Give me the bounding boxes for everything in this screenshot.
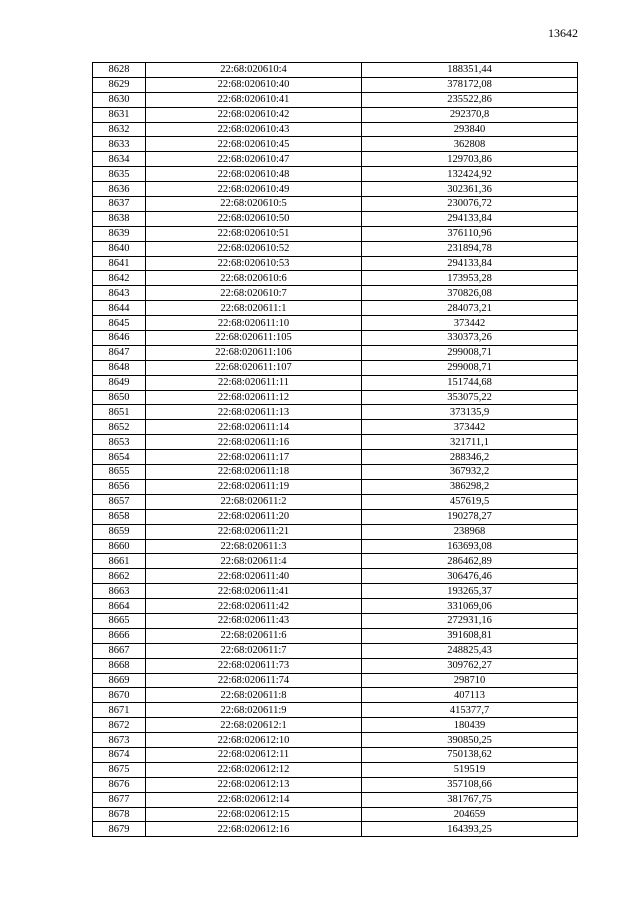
table-row (93, 107, 578, 122)
value-cell: 188351,44 (362, 63, 578, 78)
row-number-cell: 8655 (93, 465, 146, 480)
cadastral-number-cell: 22:68:020612:1 (146, 718, 362, 733)
cadastral-number-cell: 22:68:020611:106 (146, 345, 362, 360)
cadastral-number-cell: 22:68:020611:16 (146, 435, 362, 450)
cadastral-number-cell: 22:68:020611:11 (146, 375, 362, 390)
value-cell: 299008,71 (362, 345, 578, 360)
table-row (93, 286, 578, 301)
table-row (93, 658, 578, 673)
cadastral-number-cell: 22:68:020611:8 (146, 688, 362, 703)
cadastral-number-cell: 22:68:020611:20 (146, 509, 362, 524)
cadastral-number-cell: 22:68:020611:105 (146, 331, 362, 346)
row-number-cell: 8658 (93, 509, 146, 524)
row-number-cell: 8669 (93, 673, 146, 688)
row-number-cell: 8638 (93, 211, 146, 226)
row-number-cell: 8634 (93, 152, 146, 167)
cadastral-number-cell: 22:68:020611:74 (146, 673, 362, 688)
value-cell: 386298,2 (362, 479, 578, 494)
row-number-cell: 8667 (93, 643, 146, 658)
cadastral-number-cell: 22:68:020611:18 (146, 465, 362, 480)
row-number-cell: 8639 (93, 226, 146, 241)
cadastral-number-cell: 22:68:020610:50 (146, 211, 362, 226)
table-row (93, 613, 578, 628)
cadastral-number-cell: 22:68:020610:51 (146, 226, 362, 241)
row-number-cell: 8668 (93, 658, 146, 673)
table-row (93, 390, 578, 405)
value-cell: 367932,2 (362, 465, 578, 480)
row-number-cell: 8670 (93, 688, 146, 703)
table-row (93, 271, 578, 286)
row-number-cell: 8645 (93, 316, 146, 331)
row-number-cell: 8651 (93, 405, 146, 420)
value-cell: 230076,72 (362, 197, 578, 212)
cadastral-number-cell: 22:68:020611:1 (146, 301, 362, 316)
value-cell: 163693,08 (362, 539, 578, 554)
cadastral-number-cell: 22:68:020611:21 (146, 524, 362, 539)
table-row (93, 777, 578, 792)
page-number: 13642 (548, 26, 578, 40)
row-number-cell: 8635 (93, 167, 146, 182)
table-row (93, 643, 578, 658)
table-row (93, 539, 578, 554)
value-cell: 519519 (362, 762, 578, 777)
row-number-cell: 8643 (93, 286, 146, 301)
cadastral-number-cell: 22:68:020610:49 (146, 182, 362, 197)
row-number-cell: 8663 (93, 584, 146, 599)
row-number-cell: 8628 (93, 63, 146, 78)
table-row (93, 182, 578, 197)
table-row (93, 747, 578, 762)
row-number-cell: 8630 (93, 92, 146, 107)
cadastral-number-cell: 22:68:020610:43 (146, 122, 362, 137)
table-row (93, 465, 578, 480)
value-cell: 151744,68 (362, 375, 578, 390)
row-number-cell: 8662 (93, 569, 146, 584)
row-number-cell: 8661 (93, 554, 146, 569)
table-row (93, 435, 578, 450)
row-number-cell: 8653 (93, 435, 146, 450)
value-cell: 373135,9 (362, 405, 578, 420)
table-row (93, 584, 578, 599)
table-row (93, 509, 578, 524)
value-cell: 321711,1 (362, 435, 578, 450)
table-row (93, 599, 578, 614)
table-row (93, 524, 578, 539)
table-row (93, 420, 578, 435)
cadastral-number-cell: 22:68:020611:7 (146, 643, 362, 658)
table-row (93, 703, 578, 718)
value-cell: 294133,84 (362, 256, 578, 271)
row-number-cell: 8648 (93, 360, 146, 375)
cadastral-number-cell: 22:68:020610:41 (146, 92, 362, 107)
value-cell: 415377,7 (362, 703, 578, 718)
cadastral-number-cell: 22:68:020611:3 (146, 539, 362, 554)
value-cell: 173953,28 (362, 271, 578, 286)
table-row (93, 256, 578, 271)
table-row (93, 375, 578, 390)
table-row (93, 450, 578, 465)
table-row (93, 494, 578, 509)
cadastral-number-cell: 22:68:020611:19 (146, 479, 362, 494)
value-cell: 353075,22 (362, 390, 578, 405)
cadastral-number-cell: 22:68:020610:45 (146, 137, 362, 152)
cadastral-number-cell: 22:68:020611:13 (146, 405, 362, 420)
row-number-cell: 8650 (93, 390, 146, 405)
table-row (93, 137, 578, 152)
row-number-cell: 8633 (93, 137, 146, 152)
value-cell: 193265,37 (362, 584, 578, 599)
table-row (93, 807, 578, 822)
cadastral-number-cell: 22:68:020612:16 (146, 822, 362, 837)
value-cell: 231894,78 (362, 241, 578, 256)
row-number-cell: 8637 (93, 197, 146, 212)
row-number-cell: 8649 (93, 375, 146, 390)
table-row (93, 405, 578, 420)
row-number-cell: 8644 (93, 301, 146, 316)
value-cell: 180439 (362, 718, 578, 733)
table-row (93, 211, 578, 226)
value-cell: 235522,86 (362, 92, 578, 107)
table-row (93, 345, 578, 360)
cadastral-number-cell: 22:68:020611:41 (146, 584, 362, 599)
cadastral-number-cell: 22:68:020610:4 (146, 63, 362, 78)
value-cell: 457619,5 (362, 494, 578, 509)
row-number-cell: 8677 (93, 792, 146, 807)
row-number-cell: 8672 (93, 718, 146, 733)
cadastral-number-cell: 22:68:020611:6 (146, 628, 362, 643)
row-number-cell: 8652 (93, 420, 146, 435)
table-row (93, 301, 578, 316)
value-cell: 391608,81 (362, 628, 578, 643)
table-row (93, 792, 578, 807)
row-number-cell: 8678 (93, 807, 146, 822)
value-cell: 164393,25 (362, 822, 578, 837)
cadastral-number-cell: 22:68:020611:12 (146, 390, 362, 405)
table-row (93, 152, 578, 167)
table-row (93, 733, 578, 748)
cadastral-number-cell: 22:68:020612:11 (146, 747, 362, 762)
cadastral-number-cell: 22:68:020610:5 (146, 197, 362, 212)
table-body (93, 63, 578, 837)
value-cell: 330373,26 (362, 331, 578, 346)
row-number-cell: 8665 (93, 613, 146, 628)
table-row (93, 762, 578, 777)
row-number-cell: 8671 (93, 703, 146, 718)
row-number-cell: 8679 (93, 822, 146, 837)
cadastral-number-cell: 22:68:020611:10 (146, 316, 362, 331)
cadastral-number-cell: 22:68:020610:48 (146, 167, 362, 182)
row-number-cell: 8675 (93, 762, 146, 777)
table-row (93, 360, 578, 375)
value-cell: 373442 (362, 316, 578, 331)
cadastral-number-cell: 22:68:020610:47 (146, 152, 362, 167)
cadastral-number-cell: 22:68:020610:40 (146, 77, 362, 92)
table-row (93, 197, 578, 212)
row-number-cell: 8654 (93, 450, 146, 465)
cadastral-number-cell: 22:68:020611:40 (146, 569, 362, 584)
value-cell: 286462,89 (362, 554, 578, 569)
value-cell: 378172,08 (362, 77, 578, 92)
value-cell: 292370,8 (362, 107, 578, 122)
value-cell: 331069,06 (362, 599, 578, 614)
value-cell: 381767,75 (362, 792, 578, 807)
value-cell: 288346,2 (362, 450, 578, 465)
value-cell: 293840 (362, 122, 578, 137)
table-row (93, 628, 578, 643)
value-cell: 248825,43 (362, 643, 578, 658)
value-cell: 309762,27 (362, 658, 578, 673)
value-cell: 373442 (362, 420, 578, 435)
value-cell: 750138,62 (362, 747, 578, 762)
table-row (93, 673, 578, 688)
cadastral-number-cell: 22:68:020611:17 (146, 450, 362, 465)
cadastral-number-cell: 22:68:020610:52 (146, 241, 362, 256)
cadastral-number-cell: 22:68:020611:42 (146, 599, 362, 614)
cadastral-number-cell: 22:68:020610:53 (146, 256, 362, 271)
cadastral-number-cell: 22:68:020610:42 (146, 107, 362, 122)
value-cell: 302361,36 (362, 182, 578, 197)
row-number-cell: 8642 (93, 271, 146, 286)
row-number-cell: 8646 (93, 331, 146, 346)
cadastral-number-cell: 22:68:020612:13 (146, 777, 362, 792)
row-number-cell: 8640 (93, 241, 146, 256)
table-row (93, 122, 578, 137)
row-number-cell: 8629 (93, 77, 146, 92)
value-cell: 407113 (362, 688, 578, 703)
value-cell: 238968 (362, 524, 578, 539)
row-number-cell: 8673 (93, 733, 146, 748)
cadastral-number-cell: 22:68:020611:43 (146, 613, 362, 628)
value-cell: 190278,27 (362, 509, 578, 524)
cadastral-number-cell: 22:68:020612:14 (146, 792, 362, 807)
row-number-cell: 8636 (93, 182, 146, 197)
cadastral-number-cell: 22:68:020611:9 (146, 703, 362, 718)
row-number-cell: 8660 (93, 539, 146, 554)
table-row (93, 718, 578, 733)
row-number-cell: 8676 (93, 777, 146, 792)
cadastral-number-cell: 22:68:020610:6 (146, 271, 362, 286)
row-number-cell: 8666 (93, 628, 146, 643)
table-row (93, 63, 578, 78)
table-row (93, 226, 578, 241)
cadastral-number-cell: 22:68:020611:73 (146, 658, 362, 673)
table-row (93, 479, 578, 494)
table-row (93, 316, 578, 331)
value-cell: 390850,25 (362, 733, 578, 748)
value-cell: 299008,71 (362, 360, 578, 375)
value-cell: 357108,66 (362, 777, 578, 792)
cadastral-number-cell: 22:68:020612:15 (146, 807, 362, 822)
cadastral-number-cell: 22:68:020611:107 (146, 360, 362, 375)
value-cell: 132424,92 (362, 167, 578, 182)
value-cell: 362808 (362, 137, 578, 152)
cadastral-number-cell: 22:68:020612:10 (146, 733, 362, 748)
row-number-cell: 8647 (93, 345, 146, 360)
value-cell: 306476,46 (362, 569, 578, 584)
cadastral-number-cell: 22:68:020611:2 (146, 494, 362, 509)
table-row (93, 167, 578, 182)
row-number-cell: 8656 (93, 479, 146, 494)
table-row (93, 77, 578, 92)
value-cell: 298710 (362, 673, 578, 688)
cadastral-number-cell: 22:68:020612:12 (146, 762, 362, 777)
data-table (92, 62, 578, 837)
row-number-cell: 8631 (93, 107, 146, 122)
table-row (93, 569, 578, 584)
value-cell: 284073,21 (362, 301, 578, 316)
cadastral-number-cell: 22:68:020610:7 (146, 286, 362, 301)
row-number-cell: 8632 (93, 122, 146, 137)
row-number-cell: 8674 (93, 747, 146, 762)
cadastral-number-cell: 22:68:020611:14 (146, 420, 362, 435)
table-row (93, 331, 578, 346)
table-row (93, 92, 578, 107)
table-row (93, 822, 578, 837)
row-number-cell: 8659 (93, 524, 146, 539)
value-cell: 272931,16 (362, 613, 578, 628)
value-cell: 129703,86 (362, 152, 578, 167)
table-row (93, 241, 578, 256)
value-cell: 376110,96 (362, 226, 578, 241)
value-cell: 294133,84 (362, 211, 578, 226)
cadastral-number-cell: 22:68:020611:4 (146, 554, 362, 569)
row-number-cell: 8657 (93, 494, 146, 509)
table-row (93, 688, 578, 703)
value-cell: 204659 (362, 807, 578, 822)
table-row (93, 554, 578, 569)
row-number-cell: 8641 (93, 256, 146, 271)
value-cell: 370826,08 (362, 286, 578, 301)
row-number-cell: 8664 (93, 599, 146, 614)
